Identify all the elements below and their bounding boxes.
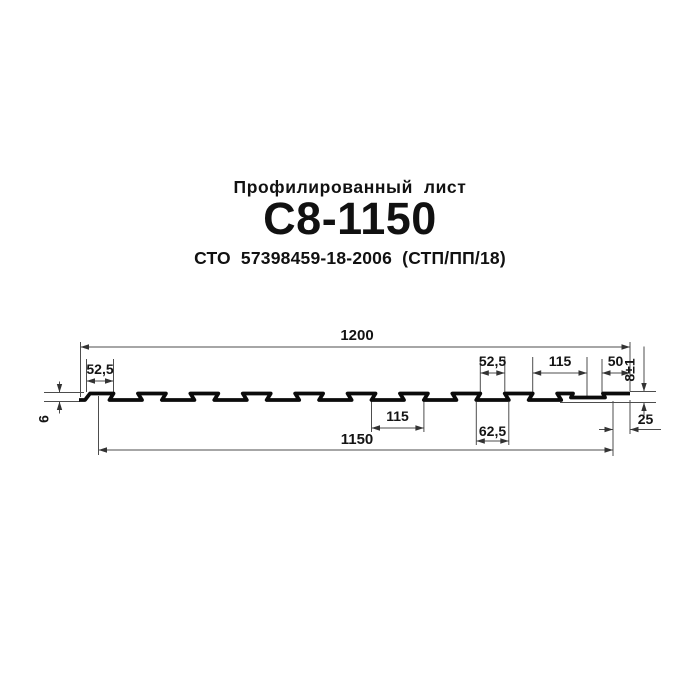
dimension-label: 8±1 [621, 358, 638, 382]
dimension [36, 382, 63, 423]
dimension-label: 25 [637, 411, 654, 427]
dimension [479, 353, 506, 376]
sheet-type-title: Профилированный лист [233, 177, 467, 197]
standard-number-subtitle: СТО 57398459-18-2006 (СТП/ПП/18) [194, 248, 506, 268]
dimension [86, 361, 113, 384]
dimension-label: 115 [548, 353, 572, 369]
dimension-label: 115 [386, 408, 409, 424]
dimension-label: 62,5 [478, 423, 507, 439]
dimension [533, 353, 587, 376]
profile-model-title: С8-1150 [263, 193, 437, 244]
sheet-profile-path [79, 394, 630, 401]
dimension [372, 408, 424, 431]
dimension [476, 423, 509, 444]
dimension [81, 327, 631, 350]
dimension-label: 52,5 [478, 353, 507, 369]
dimension [622, 347, 647, 416]
dimension-label: 50 [607, 353, 624, 369]
dimension-label: 1200 [340, 327, 374, 344]
dimension-label: 6 [35, 415, 52, 423]
dimension [99, 431, 614, 453]
dimension-label: 1150 [340, 431, 374, 448]
dimension-label: 52,5 [86, 361, 114, 377]
